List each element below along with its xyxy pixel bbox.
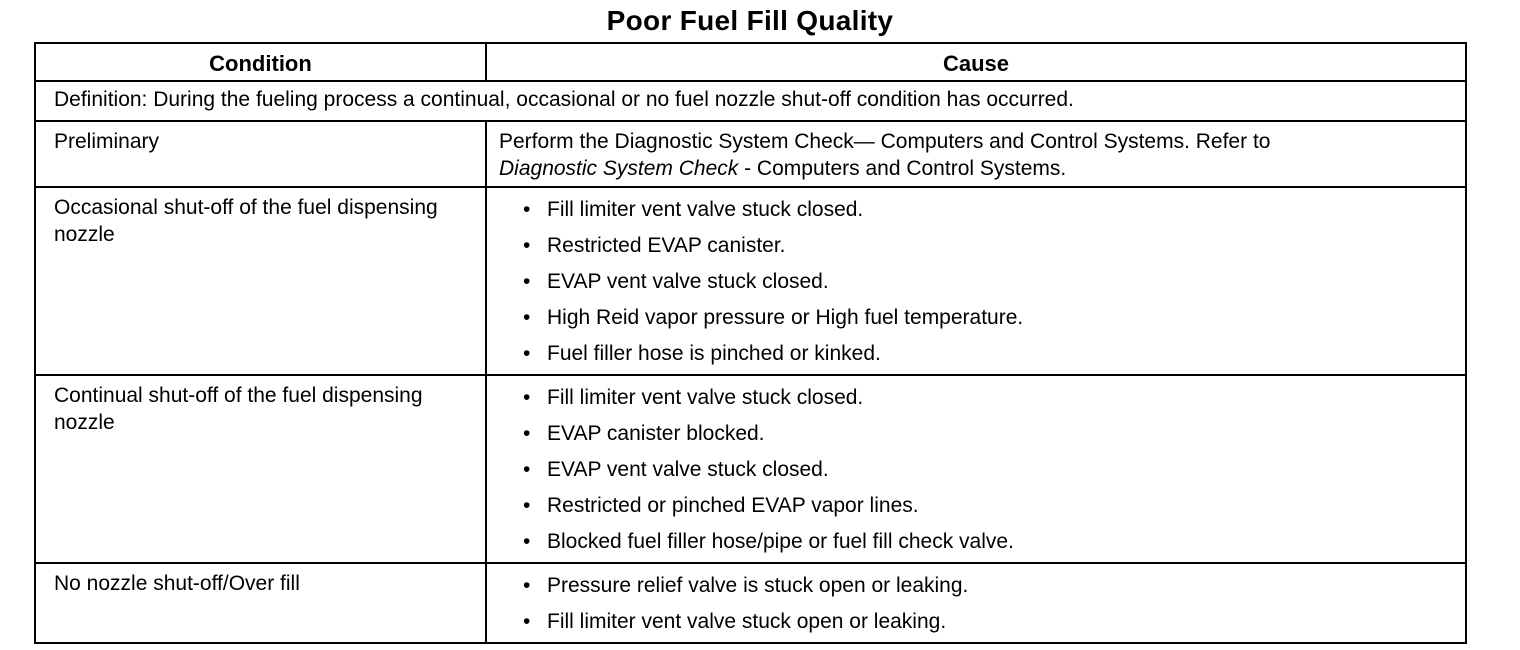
bullet-icon: •: [523, 342, 531, 365]
cause-text: Fuel filler hose is pinched or kinked.: [547, 342, 881, 365]
list-item: [499, 452, 1451, 488]
cause-cell: [486, 187, 1466, 375]
preliminary-cause-suffix: - Computers and Control Systems.: [738, 157, 1067, 180]
cause-text: Fill limiter vent valve stuck open or leaking.: [547, 610, 947, 633]
bullet-icon: •: [523, 574, 531, 597]
list-item: [499, 604, 1451, 640]
cause-column-header: Cause: [486, 43, 1466, 81]
list-item: [499, 568, 1451, 604]
document-title: Poor Fuel Fill Quality: [606, 5, 894, 36]
cause-text: Blocked fuel filler hose/pipe or fuel fill check valve.: [547, 530, 1014, 553]
condition-cell: No nozzle shut-off/Over fill: [35, 563, 486, 643]
diagnostic-table: [34, 42, 1467, 644]
cause-list: [499, 568, 1451, 640]
bullet-icon: •: [523, 610, 531, 633]
list-item: [499, 300, 1451, 336]
table-header-row: [35, 43, 1466, 81]
cause-text: EVAP vent valve stuck closed.: [547, 270, 829, 293]
list-item: [499, 416, 1451, 452]
condition-column-header: Condition: [35, 43, 486, 81]
cause-text: EVAP canister blocked.: [547, 422, 765, 445]
diagnostic-system-check-reference: Diagnostic System Check: [499, 157, 739, 180]
table-row: [35, 187, 1466, 375]
condition-cell: Continual shut-off of the fuel dispensing nozzle: [35, 375, 486, 563]
cause-list: [499, 380, 1451, 560]
preliminary-condition: Preliminary: [35, 121, 486, 187]
bullet-icon: •: [523, 270, 531, 293]
table-row: [35, 375, 1466, 563]
cause-text: Restricted EVAP canister.: [547, 234, 786, 257]
bullet-icon: •: [523, 530, 531, 553]
cause-text: Fill limiter vent valve stuck closed.: [547, 386, 864, 409]
list-item: [499, 264, 1451, 300]
list-item: [499, 524, 1451, 560]
cause-list: [499, 192, 1451, 372]
list-item: [499, 336, 1451, 372]
bullet-icon: •: [523, 422, 531, 445]
list-item: [499, 488, 1451, 524]
cause-text: Fill limiter vent valve stuck closed.: [547, 198, 864, 221]
table-row: [35, 563, 1466, 643]
bullet-icon: •: [523, 386, 531, 409]
bullet-icon: •: [523, 198, 531, 221]
list-item: [499, 192, 1451, 228]
bullet-icon: •: [523, 458, 531, 481]
definition-text: Definition: During the fueling process a continual, occasional or no fuel nozzle shut-off condition has occurred.: [35, 81, 1466, 121]
cause-cell: [486, 563, 1466, 643]
definition-row: [35, 81, 1466, 121]
cause-text: High Reid vapor pressure or High fuel temperature.: [547, 306, 1024, 329]
preliminary-cause: [486, 121, 1466, 187]
cause-text: Pressure relief valve is stuck open or leaking.: [547, 574, 969, 597]
bullet-icon: •: [523, 306, 531, 329]
cause-text: EVAP vent valve stuck closed.: [547, 458, 829, 481]
preliminary-row: [35, 121, 1466, 187]
condition-cell: Occasional shut-off of the fuel dispensing nozzle: [35, 187, 486, 375]
bullet-icon: •: [523, 494, 531, 517]
list-item: [499, 228, 1451, 264]
cause-text: Restricted or pinched EVAP vapor lines.: [547, 494, 919, 517]
cause-cell: [486, 375, 1466, 563]
bullet-icon: •: [523, 234, 531, 257]
preliminary-cause-text: Perform the Diagnostic System Check— Computers and Control Systems. Refer to: [499, 130, 1271, 153]
list-item: [499, 380, 1451, 416]
